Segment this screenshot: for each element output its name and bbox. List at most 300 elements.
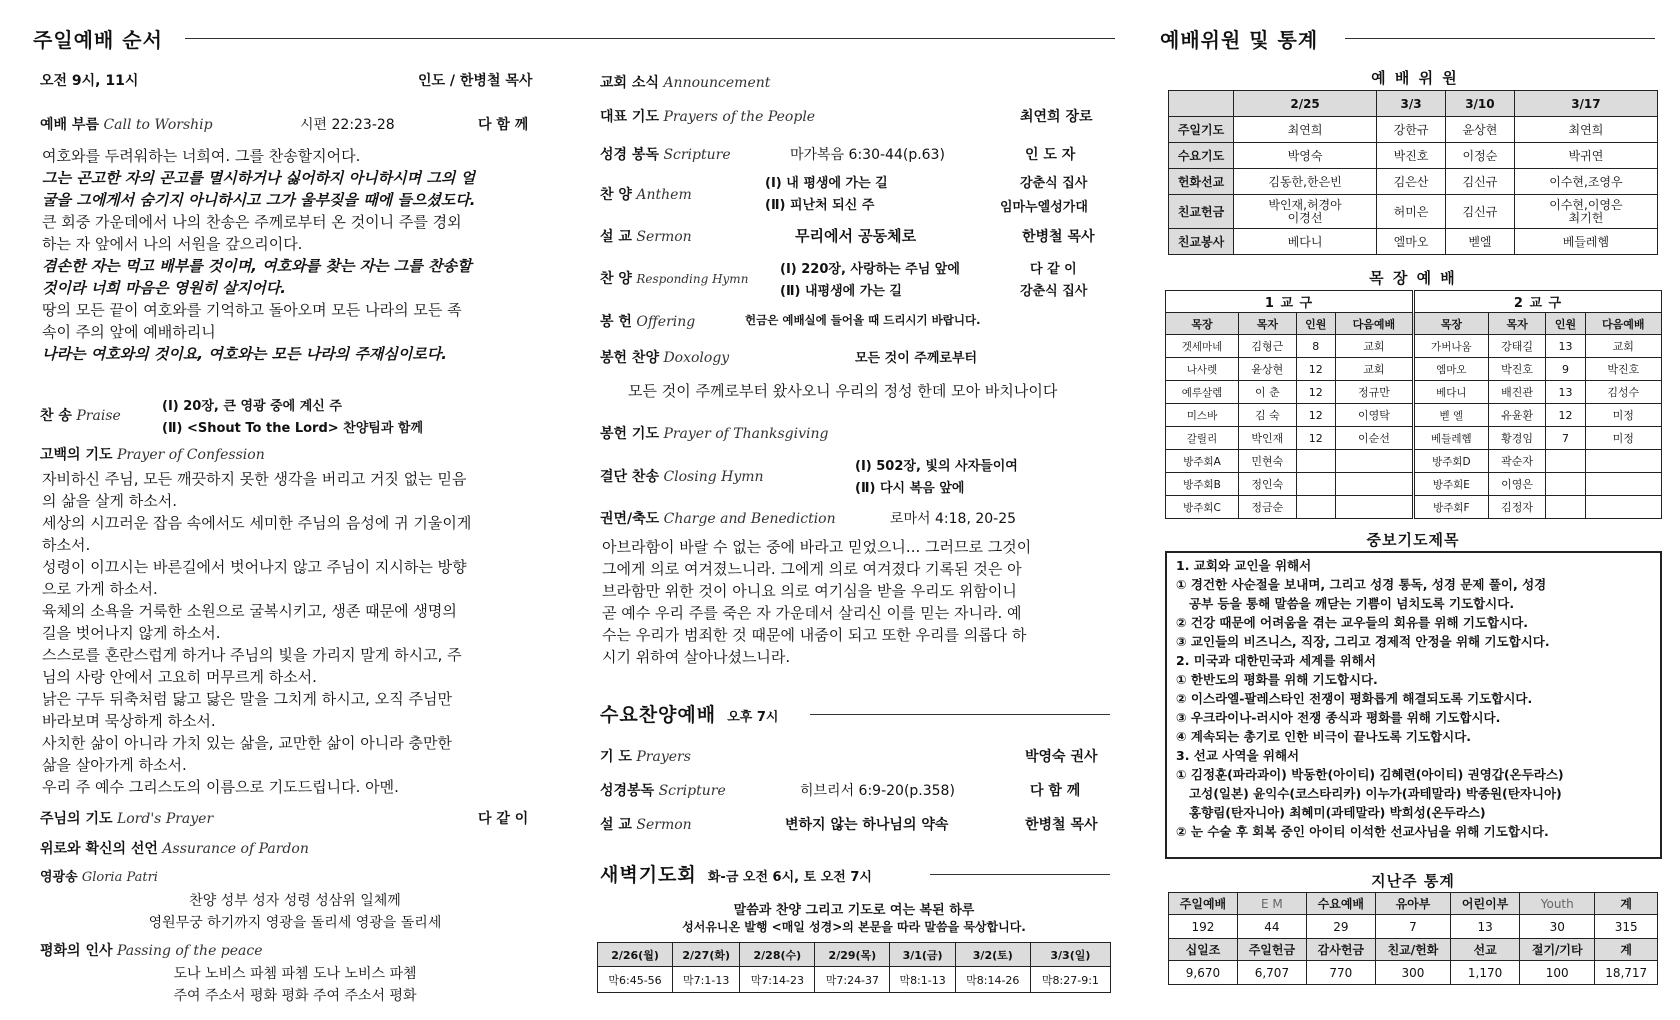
prayer-line: 고성(일본) 윤익수(코스타리카) 이누가(과테말라) 박종원(탄자니아) xyxy=(1176,786,1562,801)
dawn-date: 3/2(토) xyxy=(955,943,1030,967)
doxology-title: 모든 것이 주께로부터 xyxy=(855,351,978,366)
committee-cell: 이수현,이영은 최기헌 xyxy=(1514,195,1657,229)
anthem-2: (Ⅱ) 피난처 되신 주 xyxy=(765,198,875,213)
mokjang-cell: 12 xyxy=(1296,404,1335,427)
committee-role: 수요기도 xyxy=(1169,143,1234,169)
charge-en: Charge and Benediction xyxy=(663,511,836,527)
gloria-en: Gloria Patri xyxy=(81,870,158,885)
confession-line: 삶을 살아가게 하소서. xyxy=(42,756,187,774)
offering-en: Offering xyxy=(636,314,696,330)
mokjang-cell: 곽순자 xyxy=(1488,450,1546,473)
stats-header: 계 xyxy=(1595,939,1658,961)
wed-item-ko: 성경봉독 xyxy=(600,783,655,799)
mokjang-cell xyxy=(1585,473,1661,496)
stats-header: 유아부 xyxy=(1375,893,1450,915)
prayer-list xyxy=(1176,556,1656,841)
committee-cell: 박영숙 xyxy=(1234,143,1377,169)
mokjang-header: 다음예배 xyxy=(1585,313,1661,335)
psalm-line: 땅의 모든 끝이 여호와를 기억하고 돌아오며 모든 나라의 모든 족 xyxy=(42,301,462,319)
stats-header: 절기/기타 xyxy=(1520,939,1595,961)
title-rule xyxy=(185,38,1115,39)
confession-line: 바라보며 묵상하게 하소서. xyxy=(42,712,216,730)
mokjang-cell: 강태길 xyxy=(1488,335,1546,358)
mokjang-cell: 12 xyxy=(1296,381,1335,404)
stats-value: 770 xyxy=(1306,961,1375,985)
stats-header: 십일조 xyxy=(1169,939,1238,961)
mokjang-cell: 12 xyxy=(1546,404,1585,427)
dawn-text: 막6:45-56 xyxy=(598,967,673,993)
mokjang-cell: 가버나움 xyxy=(1413,335,1488,358)
mokjang-cell xyxy=(1296,473,1335,496)
mokjang-header: 인원 xyxy=(1296,313,1335,335)
confession-line: 님의 사랑 안에서 고요히 머무르게 하소서. xyxy=(42,668,317,686)
gloria-patri xyxy=(40,866,158,885)
committee-cell: 벧엘 xyxy=(1445,229,1514,255)
responding-2: (Ⅱ) 내평생에 가는 길 xyxy=(780,284,902,299)
confession-line: 성령이 이끄시는 바른길에서 벗어나지 않고 주님이 지시하는 방향 xyxy=(42,558,467,576)
dawn-text: 막8:14-26 xyxy=(955,967,1030,993)
prayers-who: 최연희 장로 xyxy=(1020,109,1093,125)
assurance-ko: 위로와 확신의 선언 xyxy=(40,841,158,857)
stats-value: 9,670 xyxy=(1169,961,1238,985)
psalm-line: 굴을 그에게서 숨기지 아니하시고 그가 울부짖을 때에 들으셨도다. xyxy=(42,191,476,209)
wed-prayers-who: 박영숙 권사 xyxy=(1025,749,1098,765)
psalm-line: 나라는 여호와의 것이요, 여호와는 모든 나라의 주재심이로다. xyxy=(42,345,447,363)
committee-cell: 김은산 xyxy=(1377,169,1446,195)
mokjang-cell xyxy=(1546,450,1585,473)
wed-title: 수요찬양예배 xyxy=(600,704,717,726)
anthem-en: Anthem xyxy=(636,187,692,203)
assurance-en: Assurance of Pardon xyxy=(162,841,309,857)
confession-text xyxy=(42,468,552,798)
confession-line: 하소서. xyxy=(42,536,91,554)
stats-value: 1,170 xyxy=(1451,961,1520,985)
stats-header: 어린이부 xyxy=(1451,893,1520,915)
confession-line: 낡은 구두 뒤축처럼 닳고 닳은 말을 그치게 하시고, 오직 주님만 xyxy=(42,690,452,708)
prayer-line: ② 눈 수술 후 회복 중인 아이티 이석한 선교사님을 위해 기도합시다. xyxy=(1176,824,1549,839)
committee-cell: 베다니 xyxy=(1234,229,1377,255)
mokjang-cell: 황경임 xyxy=(1488,427,1546,450)
wed-item-en: Prayers xyxy=(636,749,691,765)
anthem-who-2: 임마누엘성가대 xyxy=(1000,200,1088,215)
mokjang-row xyxy=(1166,473,1662,496)
committee-cell: 최연희 xyxy=(1234,117,1377,143)
stats-header: Youth xyxy=(1520,893,1595,915)
stats-table xyxy=(1168,892,1658,985)
mokjang-row xyxy=(1166,427,1662,450)
mokjang-cell: 미스바 xyxy=(1166,404,1239,427)
stats-value: 18,717 xyxy=(1595,961,1658,985)
wed-time: 오후 7시 xyxy=(727,710,779,725)
closing-en: Closing Hymn xyxy=(663,469,764,485)
committee-date: 3/17 xyxy=(1514,91,1657,117)
stats-value: 100 xyxy=(1520,961,1595,985)
district-2: 2 교 구 xyxy=(1413,291,1661,313)
service-leader: 인도 / 한병철 목사 xyxy=(418,73,533,89)
stats-header: 수요예배 xyxy=(1306,893,1375,915)
mokjang-header: 인원 xyxy=(1546,313,1585,335)
prayer-line: 공부 등을 통해 말씀을 깨닫는 기쁨이 넘치도록 기도합시다. xyxy=(1176,596,1515,611)
sermon xyxy=(600,226,692,246)
mokjang-cell: 이영탁 xyxy=(1335,404,1413,427)
doxology-text: 모든 것이 주께로부터 왔사오니 우리의 정성 한데 모아 바치나이다 xyxy=(628,382,1058,400)
mokjang-cell: 박진호 xyxy=(1488,358,1546,381)
prayer-line: 3. 선교 사역을 위해서 xyxy=(1176,748,1300,763)
committee-cell: 김신규 xyxy=(1445,195,1514,229)
corner-cell xyxy=(1169,91,1234,117)
dawn-text: 막7:14-23 xyxy=(740,967,815,993)
mokjang-cell: 갈릴리 xyxy=(1166,427,1239,450)
scripture xyxy=(600,144,731,164)
mokjang-cell: 박인재 xyxy=(1239,427,1297,450)
stats-header: 주일예배 xyxy=(1169,893,1238,915)
psalm-line: 속이 주의 앞에 예배하리니 xyxy=(42,323,216,341)
sermon-who: 한병철 목사 xyxy=(1022,229,1095,245)
praise-ko: 찬 송 xyxy=(40,408,72,424)
stats-value: 300 xyxy=(1375,961,1450,985)
sermon-ko: 설 교 xyxy=(600,229,632,245)
mokjang-cell: 미정 xyxy=(1585,427,1661,450)
assurance xyxy=(40,838,309,858)
lords-prayer xyxy=(40,808,213,828)
dawn-date: 2/27(화) xyxy=(673,943,740,967)
mokjang-cell: 이순선 xyxy=(1335,427,1413,450)
committee-cell: 허미은 xyxy=(1377,195,1446,229)
prayer-line: ① 김정훈(파라과이) 박동한(아이티) 김혜련(아이티) 권영갑(온두라스) xyxy=(1176,767,1564,782)
dawn-text: 막8:27-9:1 xyxy=(1030,967,1110,993)
dawn-text: 막7:1-13 xyxy=(673,967,740,993)
order-of-worship-title: 주일예배 순서 xyxy=(33,28,163,52)
confession-line: 사치한 삶이 아니라 가치 있는 삶을, 교만한 삶이 아니라 충만한 xyxy=(42,734,452,752)
mokjang-cell xyxy=(1296,450,1335,473)
stats-row xyxy=(1169,939,1658,961)
closing-1: (Ⅰ) 502장, 빛의 사자들이여 xyxy=(855,459,1018,474)
dawn-text: 막7:24-37 xyxy=(815,967,890,993)
charge-line: 시기 위하여 살아나셨느니라. xyxy=(602,648,791,666)
mokjang-cell: 예루살렘 xyxy=(1166,381,1239,404)
prayer-line: ② 건강 때문에 어려움을 겪는 교우들의 회유를 위해 기도합시다. xyxy=(1176,615,1529,630)
anthem-who-1: 강춘식 집사 xyxy=(1020,176,1088,191)
doxology-en: Doxology xyxy=(663,350,730,366)
charge-line: 브라함만 위한 것이 아니요 의로 여기심을 받을 우리도 위함이니 xyxy=(602,582,1017,600)
mokjang-row xyxy=(1166,496,1662,519)
stats-value: 13 xyxy=(1451,915,1520,939)
mokjang-cell xyxy=(1296,496,1335,519)
praise xyxy=(40,405,121,425)
mokjang-cell: 9 xyxy=(1546,358,1585,381)
district-1: 1 교 구 xyxy=(1166,291,1414,313)
mokjang-cell: 교회 xyxy=(1585,335,1661,358)
wed-sermon xyxy=(600,814,692,834)
wed-scripture-ref: 히브리서 6:9-20(p.358) xyxy=(800,783,955,799)
committee-cell: 엘마오 xyxy=(1377,229,1446,255)
dawn-time: 화-금 오전 6시, 토 오전 7시 xyxy=(707,870,872,885)
confession-line: 자비하신 주님, 모든 깨끗하지 못한 생각을 버리고 거짓 없는 믿음 xyxy=(42,470,467,488)
confession xyxy=(40,444,265,464)
mokjang-cell: 12 xyxy=(1296,358,1335,381)
sermon-title: 무리에서 공동체로 xyxy=(795,227,917,245)
mokjang-row xyxy=(1166,335,1662,358)
psalm-line: 겸손한 자는 먹고 배부를 것이며, 여호와를 찾는 자는 그를 찬송할 xyxy=(42,257,472,275)
closing-ko: 결단 찬송 xyxy=(600,469,659,485)
dawn-date: 3/3(일) xyxy=(1030,943,1110,967)
passing-peace xyxy=(40,940,263,960)
psalm-line: 그는 곤고한 자의 곤고를 멸시하거나 싫어하지 아니하시며 그의 얼 xyxy=(42,169,476,187)
committee-role: 주일기도 xyxy=(1169,117,1234,143)
peace-line-1: 도나 노비스 파쳄 파쳄 도나 노비스 파쳄 xyxy=(173,966,417,982)
confession-line: 육체의 소욕을 거룩한 소원으로 굴복시키고, 생존 때문에 생명의 xyxy=(42,602,457,620)
mokjang-cell xyxy=(1335,450,1413,473)
mokjang-cell: 김 숙 xyxy=(1239,404,1297,427)
psalm-reading xyxy=(42,145,552,365)
prayers-of-people xyxy=(600,106,815,126)
mokjang-cell: 8 xyxy=(1296,335,1335,358)
mokjang-cell xyxy=(1546,473,1585,496)
charge-benediction xyxy=(600,508,836,528)
mokjang-cell: 정금순 xyxy=(1239,496,1297,519)
mokjang-cell: 12 xyxy=(1296,427,1335,450)
dawn-rule xyxy=(930,874,1110,875)
peace-ko: 평화의 인사 xyxy=(40,943,113,959)
mokjang-row xyxy=(1166,358,1662,381)
committee-cell: 박진호 xyxy=(1377,143,1446,169)
wed-item-ko: 기 도 xyxy=(600,749,632,765)
committee-cell: 박인재,허경아 이경선 xyxy=(1234,195,1377,229)
call-who: 다 함 께 xyxy=(478,117,529,133)
confession-line: 의 삶을 살게 하소서. xyxy=(42,492,177,510)
wed-scripture xyxy=(600,780,726,800)
mokjang-cell: 엠마오 xyxy=(1413,358,1488,381)
mokjang-cell: 배진관 xyxy=(1488,381,1546,404)
anthem xyxy=(600,184,692,204)
thanks-ko: 봉헌 기도 xyxy=(600,426,659,442)
wed-rule xyxy=(810,714,1110,715)
charge-line: 곧 예수 우리 주를 죽은 자 가운데서 살리신 이를 믿는 자니라. 예 xyxy=(602,604,1022,622)
prayer-of-thanksgiving xyxy=(600,423,828,443)
call-ref: 시편 22:23-28 xyxy=(300,117,395,133)
gloria-ko: 영광송 xyxy=(40,870,78,885)
charge-text xyxy=(602,536,1112,668)
prayer-caption: 중보기도제목 xyxy=(1366,531,1460,549)
mokjang-cell: 13 xyxy=(1546,381,1585,404)
mokjang-cell xyxy=(1546,496,1585,519)
praise-hymn-2: (Ⅱ) <Shout To the Lord> 찬양팀과 함께 xyxy=(162,421,424,436)
charge-line: 그에게 의로 여겨졌느니라. 그에게 의로 여겨졌다 기록된 것은 아 xyxy=(602,560,1022,578)
mokjang-cell: 정인숙 xyxy=(1239,473,1297,496)
dawn-text: 막8:1-13 xyxy=(890,967,955,993)
mokjang-cell: 7 xyxy=(1546,427,1585,450)
mokjang-cell: 김형근 xyxy=(1239,335,1297,358)
committee-role: 친교봉사 xyxy=(1169,229,1234,255)
scripture-who: 인 도 자 xyxy=(1025,147,1076,163)
mokjang-cell: 김성수 xyxy=(1585,381,1661,404)
lords-who: 다 같 이 xyxy=(478,811,529,827)
stats-row xyxy=(1169,915,1658,939)
wed-item-ko: 설 교 xyxy=(600,817,632,833)
mokjang-cell: 방주회A xyxy=(1166,450,1239,473)
confession-line: 으로 가게 하소서. xyxy=(42,580,158,598)
psalm-line: 큰 회중 가운데에서 나의 찬송은 주께로부터 온 것이니 주를 경외 xyxy=(42,213,462,231)
committee-cell: 베들레헴 xyxy=(1514,229,1657,255)
doxology-ko: 봉헌 찬양 xyxy=(600,350,659,366)
mokjang-cell: 13 xyxy=(1546,335,1585,358)
charge-ko: 권면/축도 xyxy=(600,511,660,527)
mokjang-cell: 방주회C xyxy=(1166,496,1239,519)
prayer-line: ④ 계속되는 총기로 인한 비극이 끝나도록 기도합시다. xyxy=(1176,729,1472,744)
responding-hymn xyxy=(600,268,748,288)
prayer-line: ① 한반도의 평화를 위해 기도합시다. xyxy=(1176,672,1378,687)
call-to-worship xyxy=(40,114,213,134)
confession-line: 세상의 시끄러운 잡음 속에서도 세미한 주님의 음성에 귀 기울이게 xyxy=(42,514,472,532)
mokjang-cell: 김정자 xyxy=(1488,496,1546,519)
offering xyxy=(600,311,695,331)
gloria-line-2: 영원무궁 하기까지 영광을 돌리세 영광을 돌리세 xyxy=(148,915,442,931)
responding-ko: 찬 양 xyxy=(600,271,632,287)
mokjang-cell: 미정 xyxy=(1585,404,1661,427)
right-title-rule xyxy=(1345,38,1655,39)
dawn-title: 새벽기도회 xyxy=(600,864,697,886)
wed-item-en: Sermon xyxy=(636,817,692,833)
mokjang-header: 다음예배 xyxy=(1335,313,1413,335)
psalm-line: 여호와를 두려워하는 너희여. 그를 찬송할지어다. xyxy=(42,147,361,165)
mokjang-cell: 윤상현 xyxy=(1239,358,1297,381)
psalm-line: 하는 자 앞에서 나의 서원을 갚으리이다. xyxy=(42,235,303,253)
stats-value: 7 xyxy=(1375,915,1450,939)
confession-en: Prayer of Confession xyxy=(116,447,265,463)
mokjang-cell xyxy=(1335,473,1413,496)
anthem-ko: 찬 양 xyxy=(600,187,632,203)
committee-stats-title: 예배위원 및 통계 xyxy=(1160,28,1319,52)
announcement xyxy=(600,72,770,92)
mokjang-cell: 이영은 xyxy=(1488,473,1546,496)
mokjang-cell xyxy=(1585,496,1661,519)
dawn-date: 2/29(목) xyxy=(815,943,890,967)
praise-en: Praise xyxy=(76,408,121,424)
psalm-line: 것이라 너희 마음은 영원히 살지어다. xyxy=(42,279,286,297)
prayer-line: ① 경건한 사순절을 보내며, 그리고 성경 통독, 성경 문제 풀이, 성경 xyxy=(1176,577,1547,592)
mokjang-row xyxy=(1166,381,1662,404)
doxology xyxy=(600,347,729,367)
confession-ko: 고백의 기도 xyxy=(40,447,113,463)
stats-header: 선교 xyxy=(1451,939,1520,961)
stats-header: 계 xyxy=(1595,893,1658,915)
wed-scripture-who: 다 함 께 xyxy=(1030,783,1081,799)
mokjang-cell: 벧 엘 xyxy=(1413,404,1488,427)
gloria-line-1: 찬양 성부 성자 성령 성삼위 일체께 xyxy=(189,893,401,909)
mokjang-header: 목자 xyxy=(1239,313,1297,335)
stats-caption: 지난주 통계 xyxy=(1371,872,1455,890)
prayer-line: ③ 교인들의 비즈니스, 직장, 그리고 경제적 안정을 위해 기도합시다. xyxy=(1176,634,1550,649)
committee-cell: 이정순 xyxy=(1445,143,1514,169)
peace-line-2: 주여 주소서 평화 평화 주여 주소서 평화 xyxy=(173,988,417,1004)
stats-value: 30 xyxy=(1520,915,1595,939)
wed-service-heading xyxy=(600,700,778,727)
offering-note: 헌금은 예배실에 들어올 때 드리시기 바랍니다. xyxy=(745,313,981,327)
mokjang-cell: 박진호 xyxy=(1585,358,1661,381)
wed-prayers xyxy=(600,746,691,766)
mokjang-cell: 이 춘 xyxy=(1239,381,1297,404)
committee-cell: 강한규 xyxy=(1377,117,1446,143)
stats-value: 315 xyxy=(1595,915,1658,939)
sermon-en: Sermon xyxy=(636,229,692,245)
mokjang-row xyxy=(1166,404,1662,427)
closing-2: (Ⅱ) 다시 복음 앞에 xyxy=(855,481,965,496)
thanks-en: Prayer of Thanksgiving xyxy=(663,426,829,442)
stats-row xyxy=(1169,961,1658,985)
mokjang-cell: 정규만 xyxy=(1335,381,1413,404)
wed-sermon-title: 변하지 않는 하나님의 약속 xyxy=(785,817,949,833)
committee-caption: 예 배 위 원 xyxy=(1371,69,1459,87)
mokjang-cell: 교회 xyxy=(1335,358,1413,381)
lords-ko: 주님의 기도 xyxy=(40,811,113,827)
dawn-date: 2/28(수) xyxy=(740,943,815,967)
committee-role: 친교헌금 xyxy=(1169,195,1234,229)
confession-line: 길을 벗어나지 않게 하소서. xyxy=(42,624,221,642)
closing-hymn xyxy=(600,466,764,486)
stats-value: 44 xyxy=(1237,915,1306,939)
call-ko: 예배 부름 xyxy=(40,117,99,133)
charge-line: 수는 우리가 범죄한 것 때문에 내줌이 되고 또한 우리를 의롭다 하 xyxy=(602,626,1027,644)
item-ko: 교회 소식 xyxy=(600,75,659,91)
confession-line: 스스로를 혼란스럽게 하거나 주님의 빛을 가리지 말게 하시고, 주 xyxy=(42,646,462,664)
mokjang-table xyxy=(1165,290,1662,519)
mokjang-row xyxy=(1166,450,1662,473)
dawn-date: 2/26(월) xyxy=(598,943,673,967)
item-ko: 성경 봉독 xyxy=(600,147,659,163)
dawn-date: 3/1(금) xyxy=(890,943,955,967)
mokjang-cell: 방주회B xyxy=(1166,473,1239,496)
wed-sermon-who: 한병철 목사 xyxy=(1025,817,1098,833)
offering-ko: 봉 헌 xyxy=(600,314,632,330)
dawn-heading xyxy=(600,860,872,887)
stats-header: E M xyxy=(1237,893,1306,915)
dawn-reading-table xyxy=(597,942,1111,993)
charge-ref: 로마서 4:18, 20-25 xyxy=(890,511,1017,527)
mokjang-header: 목장 xyxy=(1166,313,1239,335)
call-en: Call to Worship xyxy=(103,117,213,133)
item-en: Announcement xyxy=(663,75,771,91)
responding-who-2: 강춘식 집사 xyxy=(1020,284,1088,299)
mokjang-cell: 베들레헴 xyxy=(1413,427,1488,450)
dawn-line-1: 말씀과 찬양 그리고 기도로 여는 복된 하루 xyxy=(733,903,975,918)
committee-cell: 최연희 xyxy=(1514,117,1657,143)
stats-row xyxy=(1169,893,1658,915)
committee-cell: 김동한,한은빈 xyxy=(1234,169,1377,195)
scripture-ref: 마가복음 6:30-44(p.63) xyxy=(790,147,945,163)
item-en: Scripture xyxy=(663,147,731,163)
committee-cell: 김신규 xyxy=(1445,169,1514,195)
mokjang-caption: 목 장 예 배 xyxy=(1369,269,1457,287)
mokjang-cell: 방주회E xyxy=(1413,473,1488,496)
stats-header: 주일헌금 xyxy=(1237,939,1306,961)
committee-table xyxy=(1168,90,1658,255)
mokjang-header: 목장 xyxy=(1413,313,1488,335)
stats-value: 192 xyxy=(1169,915,1238,939)
praise-hymn-1: (Ⅰ) 20장, 큰 영광 중에 계신 주 xyxy=(162,399,342,414)
prayer-line: 홍향림(탄자니아) 최혜미(과테말라) 박희성(온두라스) xyxy=(1176,805,1486,820)
anthem-1: (Ⅰ) 내 평생에 가는 길 xyxy=(765,176,888,191)
mokjang-cell: 방주회F xyxy=(1413,496,1488,519)
mokjang-cell: 나사렛 xyxy=(1166,358,1239,381)
responding-en: Responding Hymn xyxy=(636,272,749,286)
mokjang-cell: 유윤환 xyxy=(1488,404,1546,427)
dawn-line-2: 성서유니온 발행 <매일 성경>의 본문을 따라 말씀을 묵상합니다. xyxy=(682,920,1026,934)
responding-1: (Ⅰ) 220장, 사랑하는 주님 앞에 xyxy=(780,262,960,277)
lords-en: Lord's Prayer xyxy=(116,811,214,827)
item-ko: 대표 기도 xyxy=(600,109,659,125)
mokjang-cell: 민현숙 xyxy=(1239,450,1297,473)
stats-header: 감사헌금 xyxy=(1306,939,1375,961)
